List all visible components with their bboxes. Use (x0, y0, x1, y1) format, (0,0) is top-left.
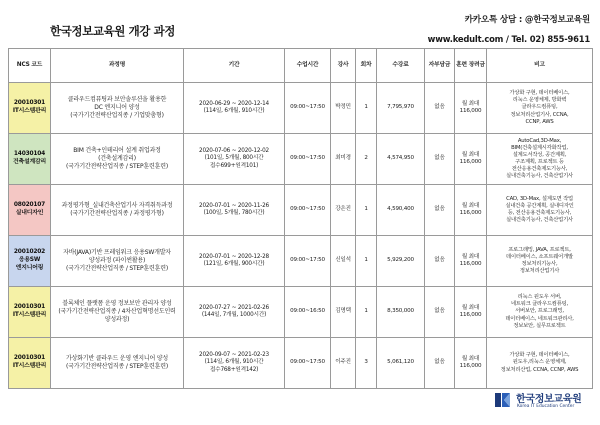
remarks-line: AutoCad,3D-Max, (517, 137, 562, 144)
session-cell: 1 (356, 287, 377, 338)
ncs-line: IT시스템관리 (12, 312, 47, 318)
self-pay-cell: 없음 (425, 338, 455, 389)
ncs-code-cell (9, 185, 51, 236)
table-row (9, 236, 593, 287)
course-name-cell (51, 287, 184, 338)
ncs-code-cell (9, 134, 51, 185)
period-line: (121일, 6개월, 900시간) (203, 261, 265, 267)
remarks-line: 가상화 구현, 데이터베이스, (509, 352, 570, 359)
period-line: (144일, 7개월, 1000시간) (201, 312, 267, 318)
ncs-line: 응용SW (18, 257, 41, 264)
ncs-line: 20010301 (13, 100, 46, 107)
remarks-line: 설계도서작성, 공간계획, (512, 151, 567, 158)
instructor-cell: 김명택 (331, 287, 356, 338)
session-cell: 2 (356, 134, 377, 185)
course-line: 양성과정 (파이썬활용) (88, 257, 146, 265)
table-row (9, 185, 593, 236)
instructor-cell: 강은진 (331, 185, 356, 236)
allowance-line: 116,000 (459, 261, 482, 267)
allowance-line: 월 최대 (461, 355, 480, 362)
remarks-line: 데이터베이스, 소프트웨어개발 (506, 253, 573, 260)
allowance-cell (455, 134, 487, 185)
remarks-line: 정보처리산업, CCNA, CCNP, AWS (500, 366, 579, 373)
self-pay-cell: 없음 (425, 83, 455, 134)
remarks-line: 네트워크 클라우드컴퓨팅, (510, 301, 569, 308)
period-line: 2020-07-27 ~ 2021-02-26 (199, 304, 269, 311)
remarks-cell (487, 338, 593, 389)
column-header: 비고 (487, 49, 593, 83)
allowance-cell (455, 83, 487, 134)
allowance-line: 월 최대 (461, 253, 480, 260)
course-line: (국가기간전략산업직종 / 과정평가형) (70, 210, 164, 217)
remarks-cell (487, 134, 593, 185)
allowance-cell (455, 287, 487, 338)
page-title: 한국정보교육원 개강 과정 (50, 24, 176, 38)
ncs-line: IT시스템관리 (12, 108, 47, 114)
course-line: DC 엔지니어 양성 (94, 104, 140, 112)
column-header: 자부담금 (425, 49, 455, 83)
tuition-fee-cell: 8,350,000 (377, 287, 425, 338)
ncs-line: 08020107 (13, 202, 46, 209)
class-time-cell: 09:00~17:50 (285, 185, 331, 236)
class-time-cell: 09:00~17:50 (285, 338, 331, 389)
table-body (9, 83, 593, 389)
period-line: (114일, 6개월, 910시간) (203, 108, 265, 114)
class-time-cell: 09:00~17:50 (285, 134, 331, 185)
course-line: 블록체인 플랫폼 운영 정보보안 관리자 양성 (62, 300, 172, 308)
allowance-line: 116,000 (459, 159, 482, 165)
allowance-line: 116,000 (459, 210, 482, 216)
self-pay-cell: 없음 (425, 134, 455, 185)
self-pay-cell: 없음 (425, 185, 455, 236)
column-header: 훈련 장려금 (455, 49, 487, 83)
remarks-line: 데이터베이스, 네트워크관리사, (505, 315, 574, 322)
course-schedule-table (8, 48, 593, 389)
remarks-cell (487, 83, 593, 134)
ncs-code-cell (9, 83, 51, 134)
table-header-row (9, 49, 593, 83)
period-line: 2020-06-29 ~ 2020-12-14 (199, 100, 269, 107)
course-line: (국가기간전략산업직종 / 기업맞춤형) (70, 111, 164, 119)
course-line: (국가기간전략산업직종 / STEP훈련훈련) (66, 363, 168, 370)
page-header (0, 0, 600, 48)
course-line: 자바(JAVA)기반 프레임워크 응용SW개발자 (63, 249, 171, 257)
ncs-line: 20010301 (13, 355, 46, 362)
period-cell (184, 185, 285, 236)
course-name-cell (51, 134, 184, 185)
remarks-line: 가상화 구현, 데이터베이스, (509, 90, 570, 97)
session-cell: 3 (356, 338, 377, 389)
period-line: 2020-07-01 ~ 2020-12-28 (199, 253, 269, 260)
logo-mark-icon (491, 389, 513, 411)
course-line: (국가기간전략산업직종 / STEP훈련훈련) (66, 264, 168, 272)
allowance-line: 월 최대 (461, 202, 480, 209)
remarks-line: 리눅스 윈도우 서버, (517, 294, 562, 301)
course-line: 과정평가형_실내건축산업기사 자격취득과정 (61, 202, 173, 210)
class-time-cell: 09:00~17:50 (285, 236, 331, 287)
ncs-code-cell (9, 236, 51, 287)
allowance-line: 116,000 (459, 363, 482, 369)
logo-subtitle: Korea IT Education Center (517, 404, 575, 409)
remarks-line: 서버보안, 프로그래밍, (515, 308, 564, 315)
company-logo (491, 387, 593, 417)
column-header: 수강료 (377, 49, 425, 83)
remarks-line: 프로그래밍, JAVA, 프로젝트, (508, 246, 571, 253)
column-header: 강사 (331, 49, 356, 83)
tuition-fee-cell: 5,061,120 (377, 338, 425, 389)
remarks-line: 실내건축 공간계획, 실내디자인 (505, 202, 574, 209)
self-pay-cell: 없음 (425, 236, 455, 287)
logo-name: 한국정보교육원 (516, 394, 582, 405)
ncs-line: 20010301 (13, 304, 46, 311)
ncs-line: 14030104 (13, 151, 46, 158)
tuition-fee-cell: 4,590,400 (377, 185, 425, 236)
period-line: (114일, 6개월, 910시간 (204, 359, 264, 366)
session-cell: 1 (356, 83, 377, 134)
tuition-fee-cell: 4,574,950 (377, 134, 425, 185)
instructor-cell: 최미경 (331, 134, 356, 185)
table-row (9, 134, 593, 185)
session-cell: 1 (356, 185, 377, 236)
allowance-line: 116,000 (459, 108, 482, 114)
period-line: 2020-09-07 ~ 2021-02-23 (199, 351, 269, 358)
period-line: (100일, 5개월, 780시간) (203, 210, 265, 216)
period-line: 2020-07-01 ~ 2020-11-26 (199, 202, 269, 209)
kakao-contact: 카카오톡 상담 : @한국정보교육원 (464, 15, 590, 25)
period-line: (101일, 5개월, 800시간 (204, 155, 264, 162)
remarks-line: 클라우드컴퓨팅, (521, 104, 558, 111)
class-time-cell: 09:00~16:50 (285, 287, 331, 338)
remarks-line: 윈도우,리눅스 운영체제, (512, 359, 567, 366)
contact-info (428, 11, 590, 49)
ncs-code-cell (9, 287, 51, 338)
ncs-line: 건축설계감리 (13, 159, 46, 165)
instructor-cell: 박정민 (331, 83, 356, 134)
table-row (9, 287, 593, 338)
course-line: (국가기간전략산업직종 / STEP훈련훈련) (66, 162, 168, 170)
remarks-line: CAD, 3D-Max, 설계도면 작업 (506, 195, 573, 202)
course-name-cell (51, 185, 184, 236)
instructor-cell: 이주진 (331, 338, 356, 389)
allowance-cell (455, 185, 487, 236)
course-name-cell (51, 338, 184, 389)
remarks-line: 정보처리산업기사 (519, 268, 560, 275)
allowance-cell (455, 236, 487, 287)
tuition-fee-cell: 5,929,200 (377, 236, 425, 287)
remarks-line: 등, 전산응용건축제도기능사, (507, 210, 572, 216)
self-pay-cell: 없음 (425, 287, 455, 338)
remarks-line: 실내건축기능사, 건축산업기사 (506, 217, 573, 224)
website-phone: www.kedult.com / Tel. 02) 855-9611 (427, 34, 590, 44)
column-header: NCS 코드 (9, 49, 51, 83)
course-line: BIM 건축+인테리어 설계 취업과정 (73, 147, 161, 155)
course-line: 클라우드컴퓨팅과 보안솔루션을 활용한 (67, 96, 167, 104)
remarks-line: 정보처리기능사, (521, 261, 558, 267)
column-header: 과정명 (51, 49, 184, 83)
remarks-line: 리눅스 운영체제, 방화벽 (512, 97, 567, 104)
period-line: 접수699+원격101) (209, 162, 259, 169)
column-header: 회차 (356, 49, 377, 83)
remarks-line: 실내건축기능사, 건축산업기사 (506, 173, 573, 180)
instructor-cell: 신일석 (331, 236, 356, 287)
course-line: 가상화기반 클라우드 운영 엔지니어 양성 (66, 355, 168, 363)
table-row (9, 83, 593, 134)
course-name-cell (51, 236, 184, 287)
class-time-cell: 09:00~17:50 (285, 83, 331, 134)
remarks-line: BIM(건축설계시각화작업, (511, 144, 568, 151)
remarks-cell (487, 185, 593, 236)
tuition-fee-cell: 7,795,970 (377, 83, 425, 134)
ncs-line: 엔지니어링 (15, 264, 44, 271)
column-header: 기간 (184, 49, 285, 83)
period-cell (184, 134, 285, 185)
remarks-line: CCNP, AWS (525, 118, 554, 125)
allowance-line: 116,000 (459, 312, 482, 318)
period-cell (184, 83, 285, 134)
remarks-line: 정보보안, 실무프로젝트 (513, 322, 566, 329)
session-cell: 1 (356, 236, 377, 287)
remarks-line: 구조계획, 프로젝트 등 (515, 159, 564, 165)
column-header: 수업시간 (285, 49, 331, 83)
period-cell (184, 287, 285, 338)
allowance-cell (455, 338, 487, 389)
remarks-cell (487, 236, 593, 287)
remarks-line: 전산응용건축제도기능사, (511, 166, 568, 173)
remarks-line: 정보처리산업기사, CCNA, (510, 111, 569, 118)
course-line: (국가기간전략산업직종 / 4차산업혁명선도인력 (58, 308, 176, 316)
course-line: 양성과정) (104, 315, 130, 323)
ncs-line: IT시스템관리 (12, 363, 47, 369)
period-line: 2020-07-06 ~ 2020-12-02 (199, 147, 269, 154)
allowance-line: 월 최대 (461, 100, 480, 107)
ncs-line: 실내디자인 (15, 210, 44, 216)
allowance-line: 월 최대 (461, 151, 480, 158)
period-cell (184, 338, 285, 389)
ncs-code-cell (9, 338, 51, 389)
course-line: (건축설계감리) (98, 155, 136, 163)
course-name-cell (51, 83, 184, 134)
allowance-line: 월 최대 (461, 304, 480, 311)
ncs-line: 20010202 (13, 249, 46, 256)
table-row (9, 338, 593, 389)
period-line: 접수768+원격142) (209, 366, 259, 373)
remarks-cell (487, 287, 593, 338)
period-cell (184, 236, 285, 287)
